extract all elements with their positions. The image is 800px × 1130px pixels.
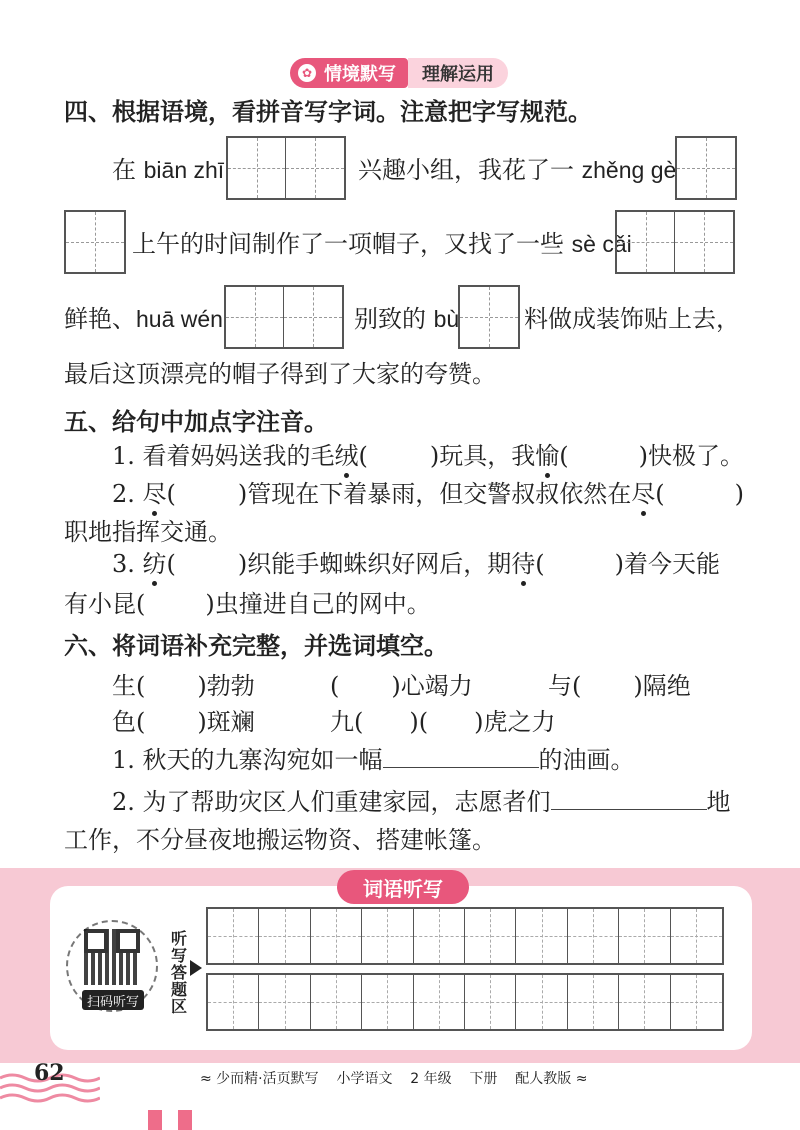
dotted-char: 愉: [535, 442, 560, 470]
fill-1: 1. 秋天的九寨沟宛如一幅 的油画。: [112, 746, 635, 774]
s5-q2: 2. 尽( )管现在下着暴雨，但交警叔叔依然在尽( ): [112, 480, 745, 508]
s4-line1a: 在 biān zhī: [112, 156, 225, 184]
writing-box-secai[interactable]: [615, 210, 735, 274]
writing-box-zhengge-2[interactable]: [64, 210, 126, 274]
bottom-tab-mark: [178, 1110, 192, 1130]
dictation-grid-row-2[interactable]: [206, 973, 724, 1031]
arrow-right-icon: [190, 960, 202, 976]
writing-box-zhengge[interactable]: [675, 136, 737, 200]
writing-box-bianzhi[interactable]: [226, 136, 346, 200]
word-5: 九( )( )虎之力: [330, 708, 556, 736]
dotted-char: 绒: [334, 442, 359, 470]
fill-2-cont: 工作，不分昼夜地搬运物资、搭建帐篷。: [64, 826, 496, 854]
s4-line3c: 料做成装饰贴上去，: [524, 305, 740, 333]
section5-heading: 五、给句中加点字注音。: [64, 408, 328, 436]
answer-blank[interactable]: [551, 809, 707, 810]
banner-title-text: 情境默写: [324, 64, 396, 85]
writing-box-huawen[interactable]: [224, 285, 344, 349]
qr-code-image: [84, 929, 140, 985]
s4-line1b: 兴趣小组，我花了一 zhěng gè: [358, 156, 677, 184]
word-1: 生( )勃勃: [112, 672, 255, 700]
word-4: 色( )斑斓: [112, 708, 255, 736]
banner-title: [290, 58, 408, 88]
section-banner: [290, 58, 508, 88]
dotted-char: 纺: [142, 550, 167, 578]
pinyin-secai: sè cǎi: [571, 231, 632, 257]
dotted-char: 待: [511, 550, 536, 578]
s5-q2-cont: 职地指挥交通。: [64, 518, 232, 546]
bottom-tab-mark: [148, 1110, 162, 1130]
dictation-title: 词语听写: [337, 870, 469, 904]
footer-info: ≈ 少而精·活页默写 小学语文 2 年级 下册 配人教版 ≈: [200, 1071, 588, 1087]
s4-line2: 上午的时间制作了一项帽子，又找了一些 sè cǎi: [132, 230, 632, 258]
banner-tag: 理解运用: [408, 58, 508, 88]
writing-box-bu[interactable]: [458, 285, 520, 349]
s4-line4: 最后这顶漂亮的帽子得到了大家的夸赞。: [64, 360, 496, 388]
s5-q3-cont: 有小昆( )虫撞进自己的网中。: [64, 590, 431, 618]
section6-heading: 六、将词语补充完整，并选词填空。: [64, 632, 448, 660]
pinyin-bu: bù: [433, 306, 460, 332]
s5-q1: 1. 看着妈妈送我的毛绒( )玩具，我愉( )快极了。: [112, 442, 745, 470]
answer-blank[interactable]: [383, 767, 539, 768]
word-2: ( )心竭力: [330, 672, 473, 700]
pinyin-bianzhi: biān zhī: [143, 157, 225, 183]
ribbon-icon: ✿: [298, 64, 316, 82]
dotted-char: 尽: [142, 480, 167, 508]
word-3: 与( )隔绝: [548, 672, 691, 700]
dotted-char: 尽: [631, 480, 656, 508]
s4-line3b: 别致的 bù: [354, 305, 460, 333]
pinyin-huawen: huā wén: [136, 306, 223, 332]
s5-q3: 3. 纺( )织能手蜘蛛织好网后，期待( )着今天能: [112, 550, 721, 578]
dictation-grid-row-1[interactable]: [206, 907, 724, 965]
answer-area-label: 听 写 答 题 区: [170, 929, 187, 1016]
fill-2: 2. 为了帮助灾区人们重建家园，志愿者们 地: [112, 788, 731, 816]
page-number: 62: [34, 1060, 65, 1086]
qr-label: 扫码听写: [82, 990, 144, 1010]
pinyin-zhengge: zhěng gè: [581, 157, 677, 183]
section4-heading: 四、根据语境，看拼音写字词。注意把字写规范。: [64, 98, 592, 126]
s4-line3a: 鲜艳、huā wén: [64, 305, 223, 333]
